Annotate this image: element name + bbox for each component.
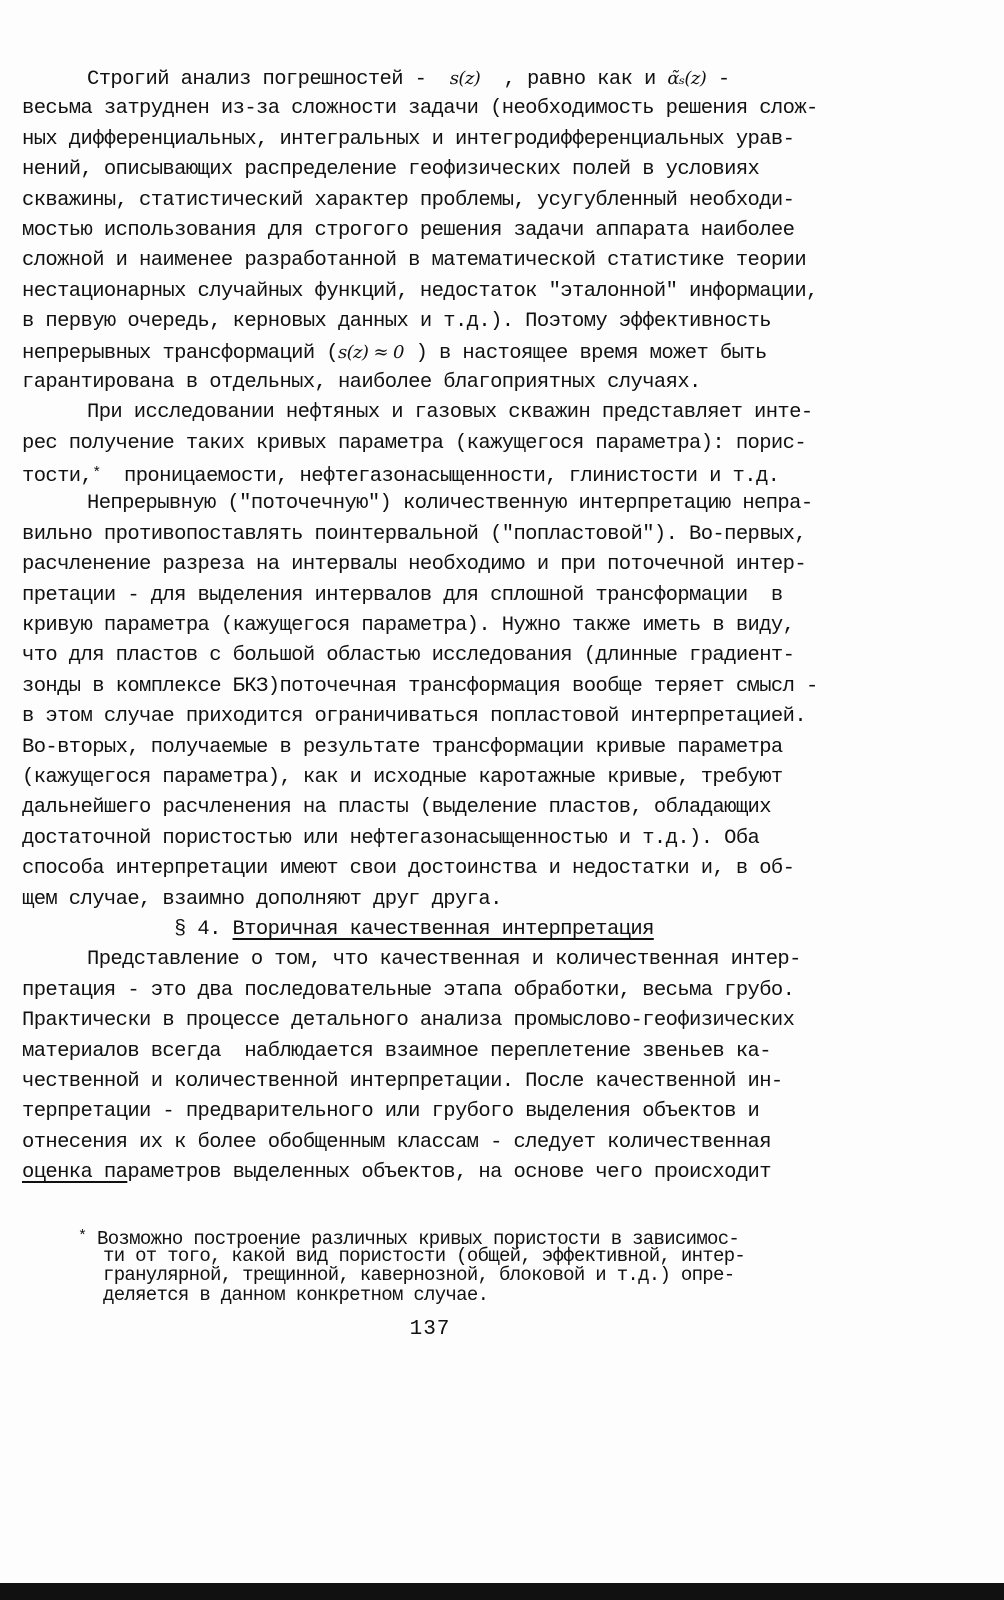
section-title: Вторичная качественная интерпретация bbox=[232, 917, 654, 941]
section-heading bbox=[22, 915, 922, 945]
text-line: весьма затруднен из-за сложности задачи (необходимость решения слож- bbox=[22, 97, 818, 121]
scan-edge bbox=[0, 1583, 1004, 1600]
footnote-marker: * bbox=[92, 465, 101, 483]
text-line: способа интерпретации имеют свои достоинства и недостатки и, в об- bbox=[22, 857, 795, 881]
text-fragment: , равно как и bbox=[480, 68, 668, 91]
text-line: гарантирована в отдельных, наиболее благоприятных случаях. bbox=[22, 370, 701, 394]
text-line: (кажущегося параметра), как и исходные каротажные кривые, требуют bbox=[22, 765, 783, 789]
text-fragment: - bbox=[706, 68, 730, 91]
text-line: нестационарных случайных функций, недостаток "эталонной" информации, bbox=[22, 279, 818, 303]
text-fragment: Возможно построение различных кривых пористости в зависимос- bbox=[86, 1228, 740, 1250]
text-line: в этом случае приходится ограничиваться попластовой интерпретацией. bbox=[22, 705, 807, 729]
text-fragment: непрерывных трансформаций ( bbox=[22, 341, 338, 365]
body-text bbox=[22, 64, 922, 1188]
text-line: претация - это два последовательные этапа обработки, весьма грубо. bbox=[22, 978, 795, 1002]
text-line: что для пластов с большой областью исследования (длинные градиент- bbox=[22, 644, 795, 668]
text-fragment: проницаемости, нефтегазонасыщенности, глинистости и т.д. bbox=[100, 465, 780, 489]
text-line: Представление о том, что качественная и количественная интер- bbox=[87, 948, 801, 972]
text-fragment: ) в настоящее время может быть bbox=[403, 341, 767, 365]
text-line bbox=[22, 64, 922, 94]
section-number: § 4. bbox=[174, 917, 233, 941]
text-line: дальнейшего расчленения на пласты (выделение пластов, обладающих bbox=[22, 796, 771, 820]
text-line bbox=[22, 459, 922, 489]
text-line: кривую параметра (кажущегося параметра). Нужно также иметь в виду, bbox=[22, 614, 795, 638]
text-line: ных дифференциальных, интегральных и интегродифференциальных урав- bbox=[22, 127, 795, 151]
text-line bbox=[22, 1158, 922, 1188]
footnote-marker: * bbox=[78, 1228, 87, 1245]
text-line: материалов всегда наблюдается взаимное переплетение звеньев ка- bbox=[22, 1039, 771, 1063]
footnote-line: ти от того, какой вид пористости (общей, эффективной, интер- bbox=[103, 1244, 746, 1267]
text-line: Непрерывную ("поточечную") количественную интерпретацию непра- bbox=[87, 492, 813, 516]
text-line: скважины, статистический характер проблемы, усугубленный необходи- bbox=[22, 188, 795, 212]
text-line: рес получение таких кривых параметра (кажущегося параметра): порис- bbox=[22, 431, 807, 455]
text-line: При исследовании нефтяных и газовых скважин представляет инте- bbox=[87, 401, 813, 425]
text-line: вильно противопоставлять поинтервальной ("попластовой"). Во-первых, bbox=[22, 522, 807, 546]
formula: α̃ₛ(z) bbox=[667, 68, 707, 89]
footnote bbox=[78, 1227, 938, 1305]
text-line: чественной и количественной интерпретации. После качественной ин- bbox=[22, 1069, 783, 1093]
text-line: в первую очередь, керновых данных и т.д.). Поэтому эффективность bbox=[22, 310, 771, 334]
text-line: мостью использования для строгого решения задачи аппарата наиболее bbox=[22, 218, 795, 242]
text-line: достаточной пористостью или нефтегазонасыщенностью и т.д.). Оба bbox=[22, 826, 760, 850]
text-fragment: раметров выделенных объектов, на основе чего происходит bbox=[127, 1161, 771, 1185]
text-line: Практически в процессе детального анализа промыслово-геофизических bbox=[22, 1009, 795, 1033]
text-line: Во-вторых, получаемые в результате трансформации кривые параметра bbox=[22, 735, 783, 759]
text-line: отнесения их к более обобщенным классам - следует количественная bbox=[22, 1130, 771, 1154]
formula: s(z) ≈ 0 bbox=[337, 341, 404, 363]
text-line: зонды в комплексе БКЗ)поточечная трансформация вообще теряет смысл - bbox=[22, 674, 818, 698]
footnote-line: деляется в данном конкретном случае. bbox=[103, 1283, 489, 1306]
text-fragment: оценка па bbox=[22, 1161, 128, 1185]
text-line: претации - для выделения интервалов для сплошной трансформации в bbox=[22, 583, 783, 607]
text-line: щем случае, взаимно дополняют друг друга. bbox=[22, 887, 502, 911]
text-line bbox=[22, 338, 922, 368]
text-fragment: тости, bbox=[22, 465, 93, 489]
text-line: расчленение разреза на интервалы необходимо и при поточечной интер- bbox=[22, 553, 807, 577]
text-line: сложной и наименее разработанной в математической статистике теории bbox=[22, 249, 807, 273]
formula: s(z) bbox=[449, 68, 481, 89]
page-number: 137 bbox=[409, 1318, 451, 1341]
footnote-line: гранулярной, трещинной, кавернозной, блоковой и т.д.) опре- bbox=[103, 1264, 735, 1286]
text-line: нений, описывающих распределение геофизических полей в условиях bbox=[22, 158, 760, 182]
text-line: терпретации - предварительного или грубого выделения объектов и bbox=[22, 1100, 760, 1124]
footnote-line bbox=[78, 1227, 938, 1250]
text-fragment: Строгий анализ погрешностей - bbox=[87, 68, 450, 91]
